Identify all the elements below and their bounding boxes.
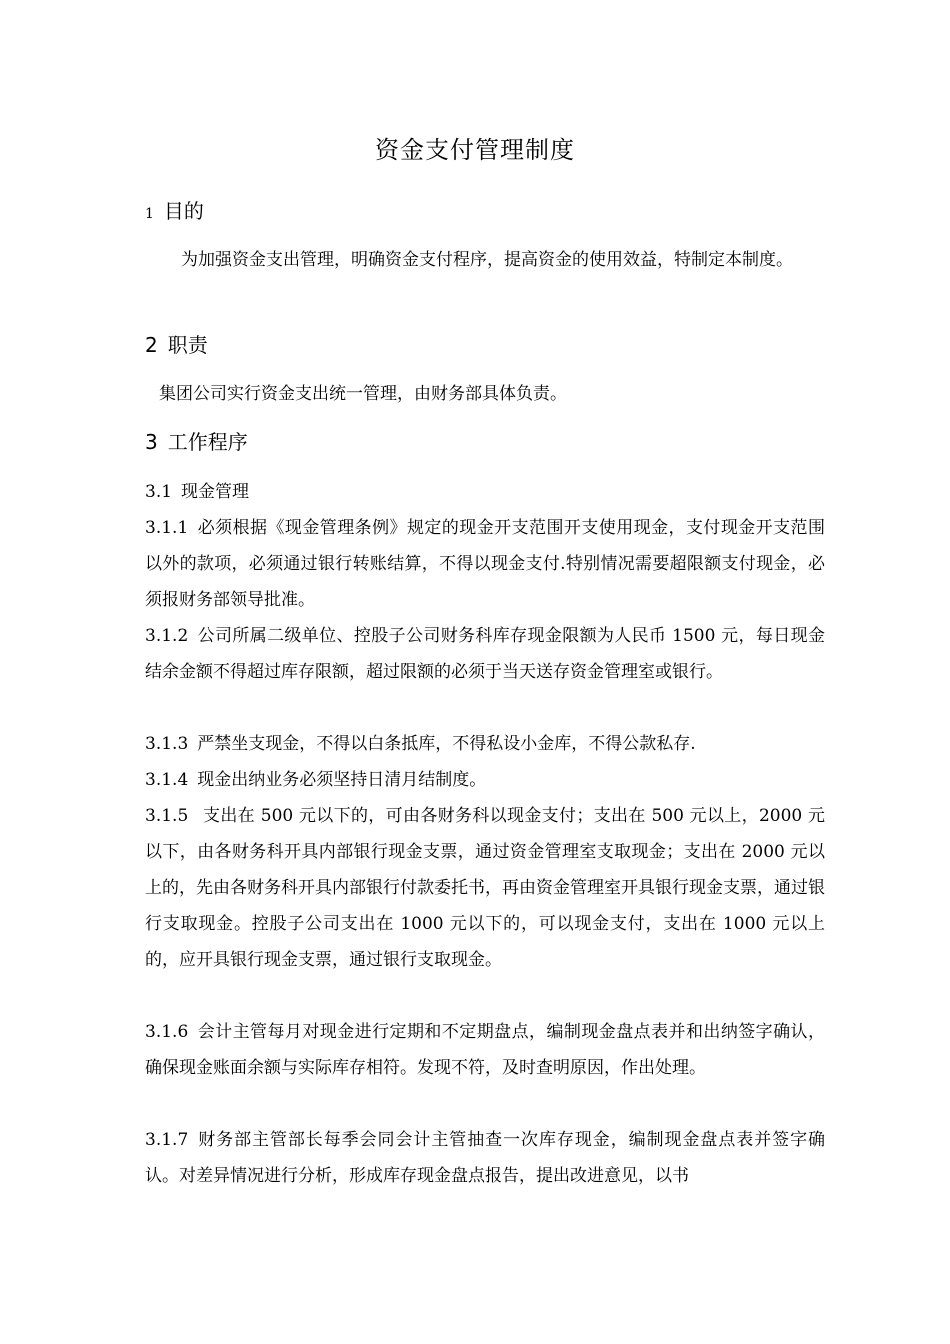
subsection-heading-3-1 xyxy=(145,474,825,510)
clause-text: 严禁坐支现金，不得以白条抵库，不得私设小金库，不得公款私存. xyxy=(197,734,696,754)
section-heading-2 xyxy=(145,330,208,360)
section-2-paragraph: 集团公司实行资金支出统一管理，由财务部具体负责。 xyxy=(159,384,567,404)
clause-3-1-6 xyxy=(145,1014,825,1086)
section-title: 职责 xyxy=(167,333,208,357)
clause-text: 现金出纳业务必须坚持日清月结制度。 xyxy=(197,770,487,790)
clause-3-1-3 xyxy=(145,726,825,762)
clause-number: 3.1.2 xyxy=(145,626,189,646)
clause-3-1-4 xyxy=(145,762,825,798)
clause-text: 必须根据《现金管理条例》规定的现金开支范围开支使用现金，支付现金开支范围以外的款项，必须通过银行转账结算，不得以现金支付.特别情况需要超限额支付现金，必须报财务部领导批准。 xyxy=(145,518,825,610)
section-heading-1 xyxy=(145,196,204,229)
clause-number: 3.1.1 xyxy=(145,518,189,538)
section-title: 工作程序 xyxy=(167,430,248,454)
clause-text: 财务部主管部长每季会同会计主管抽查一次库存现金，编制现金盘点表并签字确认。对差异情况进行分析，形成库存现金盘点报告，提出改进意见，以书 xyxy=(145,1130,825,1186)
clause-number: 3.1.4 xyxy=(145,770,189,790)
clause-number: 3.1.6 xyxy=(145,1022,189,1042)
clause-number: 3.1.3 xyxy=(145,734,189,754)
subsection-title: 现金管理 xyxy=(181,482,250,502)
clause-3-1-2 xyxy=(145,618,825,690)
clause-text: 公司所属二级单位、控股子公司财务科库存现金限额为人民币 1500 元，每日现金结余金额不得超过库存限额，超过限额的必须于当天送存资金管理室或银行。 xyxy=(145,626,825,682)
section-title: 目的 xyxy=(163,199,204,223)
clause-3-1-5 xyxy=(145,798,825,978)
clause-number: 3.1.7 xyxy=(145,1130,189,1150)
clause-number: 3.1.5 xyxy=(145,806,189,826)
clause-3-1-1 xyxy=(145,510,825,618)
section-number: 2 xyxy=(145,333,158,357)
section-number: 1 xyxy=(145,206,154,222)
section-heading-3 xyxy=(145,427,248,457)
clause-text: 支出在 500 元以下的，可由各财务科以现金支付；支出在 500 元以上，2000 元以下，由各财务科开具内部银行现金支票，通过资金管理室支取现金；支出在 2000 元以上的，先由各财务科开具内部银行付款委托书，再由资金管理室开具银行现金支票，通过银行支取现金。控股子公司支出在 1000 元以下的，可以现金支付，支出在 1000 元以上的，应开具银行现金支票，通过银行支取现金。 xyxy=(145,806,825,970)
subsection-number: 3.1 xyxy=(145,482,173,502)
clause-3-1-7 xyxy=(145,1122,825,1194)
clause-text: 会计主管每月对现金进行定期和不定期盘点，编制现金盘点表并和出纳签字确认，确保现金账面余额与实际库存相符。发现不符，及时查明原因，作出处理。 xyxy=(145,1022,825,1078)
section-number: 3 xyxy=(145,430,158,454)
document-title: 资金支付管理制度 xyxy=(375,136,575,164)
section-1-paragraph: 为加强资金支出管理，明确资金支付程序，提高资金的使用效益，特制定本制度。 xyxy=(181,250,793,270)
